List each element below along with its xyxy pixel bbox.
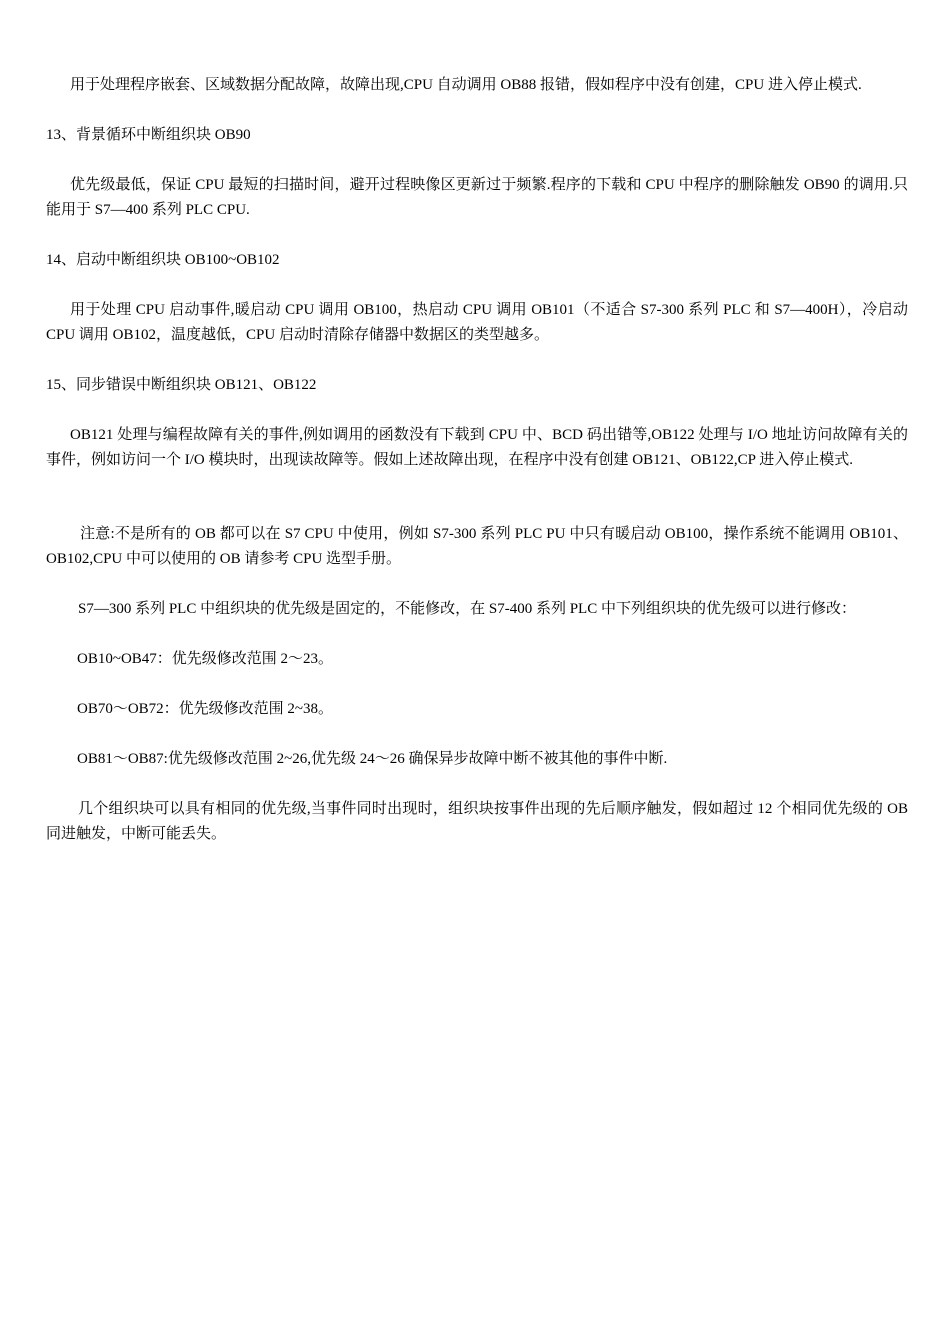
- list-item-ob81-ob87: OB81～OB87:优先级修改范围 2~26,优先级 24～26 确保异步故障中断不被其他的事件中断.: [77, 751, 668, 767]
- list-item-ob70-ob72: OB70～OB72：优先级修改范围 2~38。: [77, 701, 334, 717]
- list-item-ob10-ob47: OB10~OB47：优先级修改范围 2～23。: [77, 651, 334, 667]
- paragraph-ob121-description: OB121 处理与编程故障有关的事件,例如调用的函数没有下载到 CPU 中、BCD 码出错等,OB122 处理与 I/O 地址访问故障有关的事件，例如访问一个 I/O 模块时，出现读故障等。假如上述故障出现，在程序中没有创建 OB121、OB122,CP 进入停止模式.: [46, 427, 908, 468]
- paragraph-ob88-description: 用于处理程序嵌套、区域数据分配故障，故障出现,CPU 自动调用 OB88 报错，假如程序中没有创建，CPU 进入停止模式.: [70, 77, 862, 93]
- paragraph-same-priority: 几个组织块可以具有相同的优先级,当事件同时出现时，组织块按事件出现的先后顺序触发，假如超过 12 个相同优先级的 OB 同进触发，中断可能丢失。: [46, 801, 908, 842]
- section-heading-13: 13、背景循环中断组织块 OB90: [46, 127, 251, 143]
- paragraph-ob90-description: 优先级最低，保证 CPU 最短的扫描时间，避开过程映像区更新过于频繁.程序的下载和 CPU 中程序的删除触发 OB90 的调用.只能用于 S7—400 系列 PLC CPU.: [46, 177, 908, 218]
- paragraph-ob100-description: 用于处理 CPU 启动事件,暖启动 CPU 调用 OB100，热启动 CPU 调用 OB101（不适合 S7-300 系列 PLC 和 S7—400H），冷启动 CPU 调用 OB102，温度越低，CPU 启动时清除存储器中数据区的类型越多。: [46, 302, 908, 343]
- section-heading-15: 15、同步错误中断组织块 OB121、OB122: [46, 377, 317, 393]
- paragraph-priority-intro: S7—300 系列 PLC 中组织块的优先级是固定的，不能修改，在 S7-400 系列 PLC 中下列组织块的优先级可以进行修改：: [78, 601, 856, 617]
- paragraph-note: 注意:不是所有的 OB 都可以在 S7 CPU 中使用，例如 S7-300 系列 PLC PU 中只有暖启动 OB100，操作系统不能调用 OB101、OB102,CPU 中可以使用的 OB 请参考 CPU 选型手册。: [46, 526, 908, 567]
- section-heading-14: 14、启动中断组织块 OB100~OB102: [46, 252, 280, 268]
